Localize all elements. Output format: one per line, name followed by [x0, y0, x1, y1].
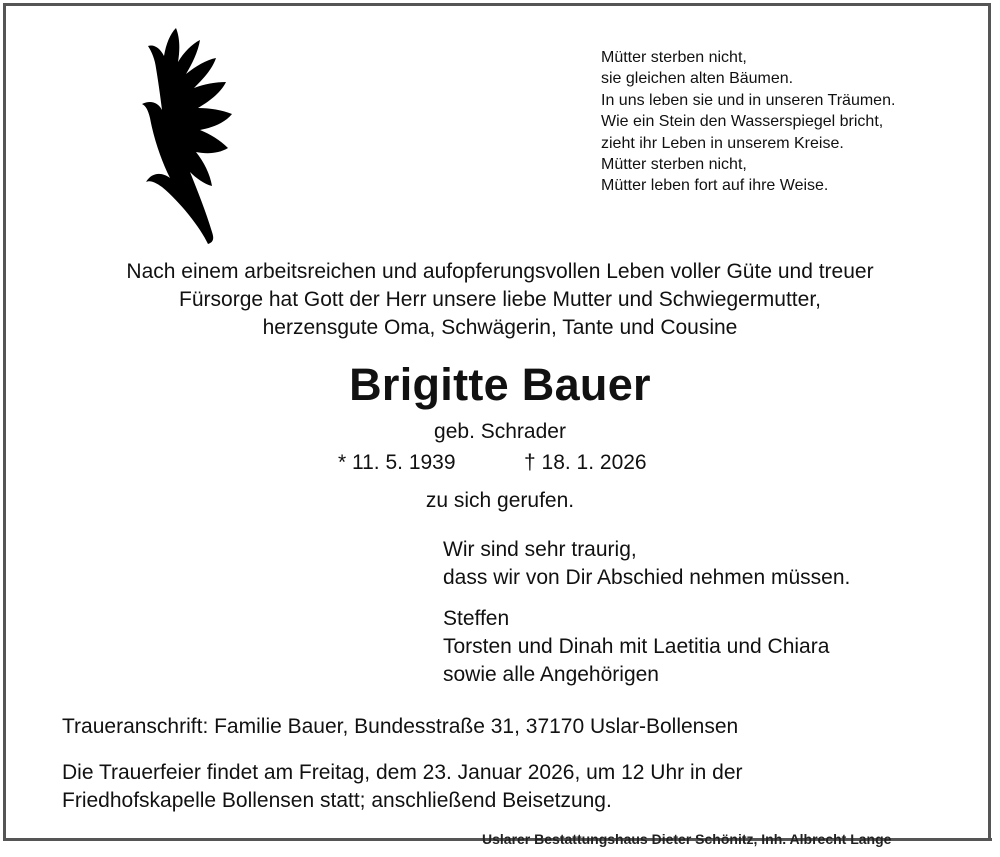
life-dates — [338, 449, 647, 477]
poem-line: sie gleichen alten Bäumen. — [601, 70, 794, 88]
footer-rule-right — [936, 838, 992, 841]
sadness-line: Wir sind sehr traurig, — [443, 538, 637, 561]
mourner: sowie alle Angehörigen — [443, 663, 659, 686]
intro-text — [0, 258, 1000, 342]
poem-line: Mütter sterben nicht, — [601, 49, 747, 66]
poem-line: Mütter leben fort auf ihre Weise. — [601, 177, 829, 195]
undertaker-credit: Uslarer Bestattungshaus Dieter Schönitz, Inh. Albrecht Lange — [482, 831, 892, 847]
intro-line: Fürsorge hat Gott der Herr unsere liebe Mutter und Schwiegermutter, — [179, 288, 821, 311]
sadness-line: dass wir von Dir Abschied nehmen müssen. — [443, 566, 851, 589]
birth-date: * 11. 5. 1939 — [338, 451, 456, 474]
intro-line: Nach einem arbeitsreichen und aufopferungsvollen Leben voller Güte und treuer — [126, 260, 874, 283]
mourners-list — [443, 605, 829, 689]
ceremony-info — [62, 759, 743, 815]
death-date: † 18. 1. 2026 — [524, 451, 647, 474]
footer-rule-left — [3, 838, 473, 841]
stylized-antler-icon — [140, 22, 240, 247]
ceremony-line: Die Trauerfeier findet am Freitag, dem 23. Januar 2026, um 12 Uhr in der — [62, 761, 743, 784]
mourning-address: Traueranschrift: Familie Bauer, Bundesstraße 31, 37170 Uslar-Bollensen — [62, 715, 739, 738]
maiden-name: geb. Schrader — [434, 420, 566, 443]
called-home-text: zu sich gerufen. — [425, 489, 575, 512]
footer — [0, 826, 1000, 852]
intro-line: herzensgute Oma, Schwägerin, Tante und Cousine — [262, 316, 738, 339]
ceremony-line: Friedhofskapelle Bollensen statt; anschließend Beisetzung. — [62, 789, 612, 812]
poem-line: zieht ihr Leben in unserem Kreise. — [601, 134, 844, 152]
poem-line: Mütter sterben nicht, — [601, 156, 747, 174]
deceased-name: Brigitte Bauer — [349, 359, 651, 410]
poem — [601, 47, 895, 197]
sadness-text — [443, 536, 850, 592]
mourner: Torsten und Dinah mit Laetitia und Chiara — [443, 635, 830, 658]
poem-line: Wie ein Stein den Wasserspiegel bricht, — [601, 113, 884, 131]
mourner: Steffen — [443, 607, 510, 630]
poem-line: In uns leben sie und in unseren Träumen. — [601, 91, 896, 109]
